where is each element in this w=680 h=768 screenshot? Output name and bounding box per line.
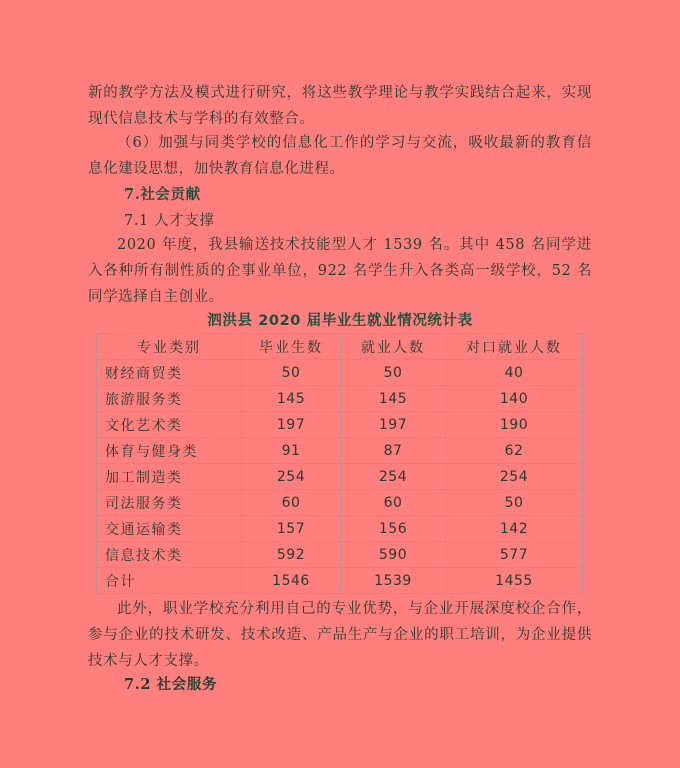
section-heading-social-contribution: 7.社会贡献: [124, 186, 201, 203]
table-title: 泗洪县 2020 届毕业生就业情况统计表: [207, 313, 473, 329]
cell-graduates: 50: [242, 360, 341, 386]
cell-employed: 197: [341, 412, 446, 438]
cell-matched: 140: [446, 386, 583, 412]
paragraph-teaching-methods: 新的教学方法及模式进行研究，将这些教学理论与教学实践结合起来，实现现代信息技术与学科的有效整合。: [88, 85, 592, 127]
cell-category: 信息技术类: [97, 542, 242, 568]
cell-category: 文化艺术类: [97, 412, 242, 438]
cell-graduates: 157: [242, 516, 341, 542]
cell-category: 交通运输类: [97, 516, 242, 542]
cell-matched: 40: [446, 360, 583, 386]
cell-category: 体育与健身类: [97, 438, 242, 464]
paragraph-talent-output: 2020 年度，我县输送技术技能型人才 1539 名。其中 458 名同学进入各种所有制性质的企事业单位，922 名学生升入各类高一级学校，52 名同学选择自主创业。: [88, 237, 592, 305]
table-row: [97, 386, 583, 412]
cell-graduates: 145: [242, 386, 341, 412]
table-total-row: [97, 568, 583, 594]
cell-matched: 577: [446, 542, 583, 568]
table-row: [97, 516, 583, 542]
cell-category: 司法服务类: [97, 490, 242, 516]
cell-graduates: 60: [242, 490, 341, 516]
cell-matched: 142: [446, 516, 583, 542]
cell-employed: 50: [341, 360, 446, 386]
cell-employed: 60: [341, 490, 446, 516]
table-row: [97, 438, 583, 464]
table-row: [97, 360, 583, 386]
table-row: [97, 412, 583, 438]
cell-employed: 156: [341, 516, 446, 542]
paragraph-school-enterprise-cooperation: 此外，职业学校充分利用自己的专业优势，与企业开展深度校企合作，参与企业的技术研发、技术改造、产品生产与企业的职工培训，为企业提供技术与人才支撑。: [88, 601, 592, 669]
table-header-row: [97, 334, 583, 360]
cell-graduates: 91: [242, 438, 341, 464]
cell-graduates: 197: [242, 412, 341, 438]
cell-matched: 190: [446, 412, 583, 438]
column-header-category: 专业类别: [97, 334, 242, 360]
column-header-matched-employment: 对口就业人数: [446, 334, 583, 360]
paragraph-informatization-exchange: （6）加强与同类学校的信息化工作的学习与交流，吸收最新的教育信息化建设思想，加快教育信息化进程。: [88, 135, 592, 177]
cell-matched: 254: [446, 464, 583, 490]
cell-category-total: 合计: [97, 568, 242, 594]
cell-employed: 590: [341, 542, 446, 568]
cell-category: 旅游服务类: [97, 386, 242, 412]
cell-category: 财经商贸类: [97, 360, 242, 386]
table-row: [97, 542, 583, 568]
subsection-heading-social-service: 7.2 社会服务: [124, 676, 218, 693]
column-header-graduates: 毕业生数: [242, 334, 341, 360]
column-header-employed: 就业人数: [341, 334, 446, 360]
table-row: [97, 490, 583, 516]
employment-statistics-table: [96, 333, 583, 594]
cell-employed-total: 1539: [341, 568, 446, 594]
cell-matched: 62: [446, 438, 583, 464]
cell-employed: 145: [341, 386, 446, 412]
cell-graduates: 592: [242, 542, 341, 568]
cell-category: 加工制造类: [97, 464, 242, 490]
cell-graduates: 254: [242, 464, 341, 490]
table-row: [97, 464, 583, 490]
cell-matched-total: 1455: [446, 568, 583, 594]
cell-graduates-total: 1546: [242, 568, 341, 594]
cell-matched: 50: [446, 490, 583, 516]
subsection-heading-talent-support: 7.1 人才支撑: [124, 213, 215, 229]
cell-employed: 87: [341, 438, 446, 464]
cell-employed: 254: [341, 464, 446, 490]
